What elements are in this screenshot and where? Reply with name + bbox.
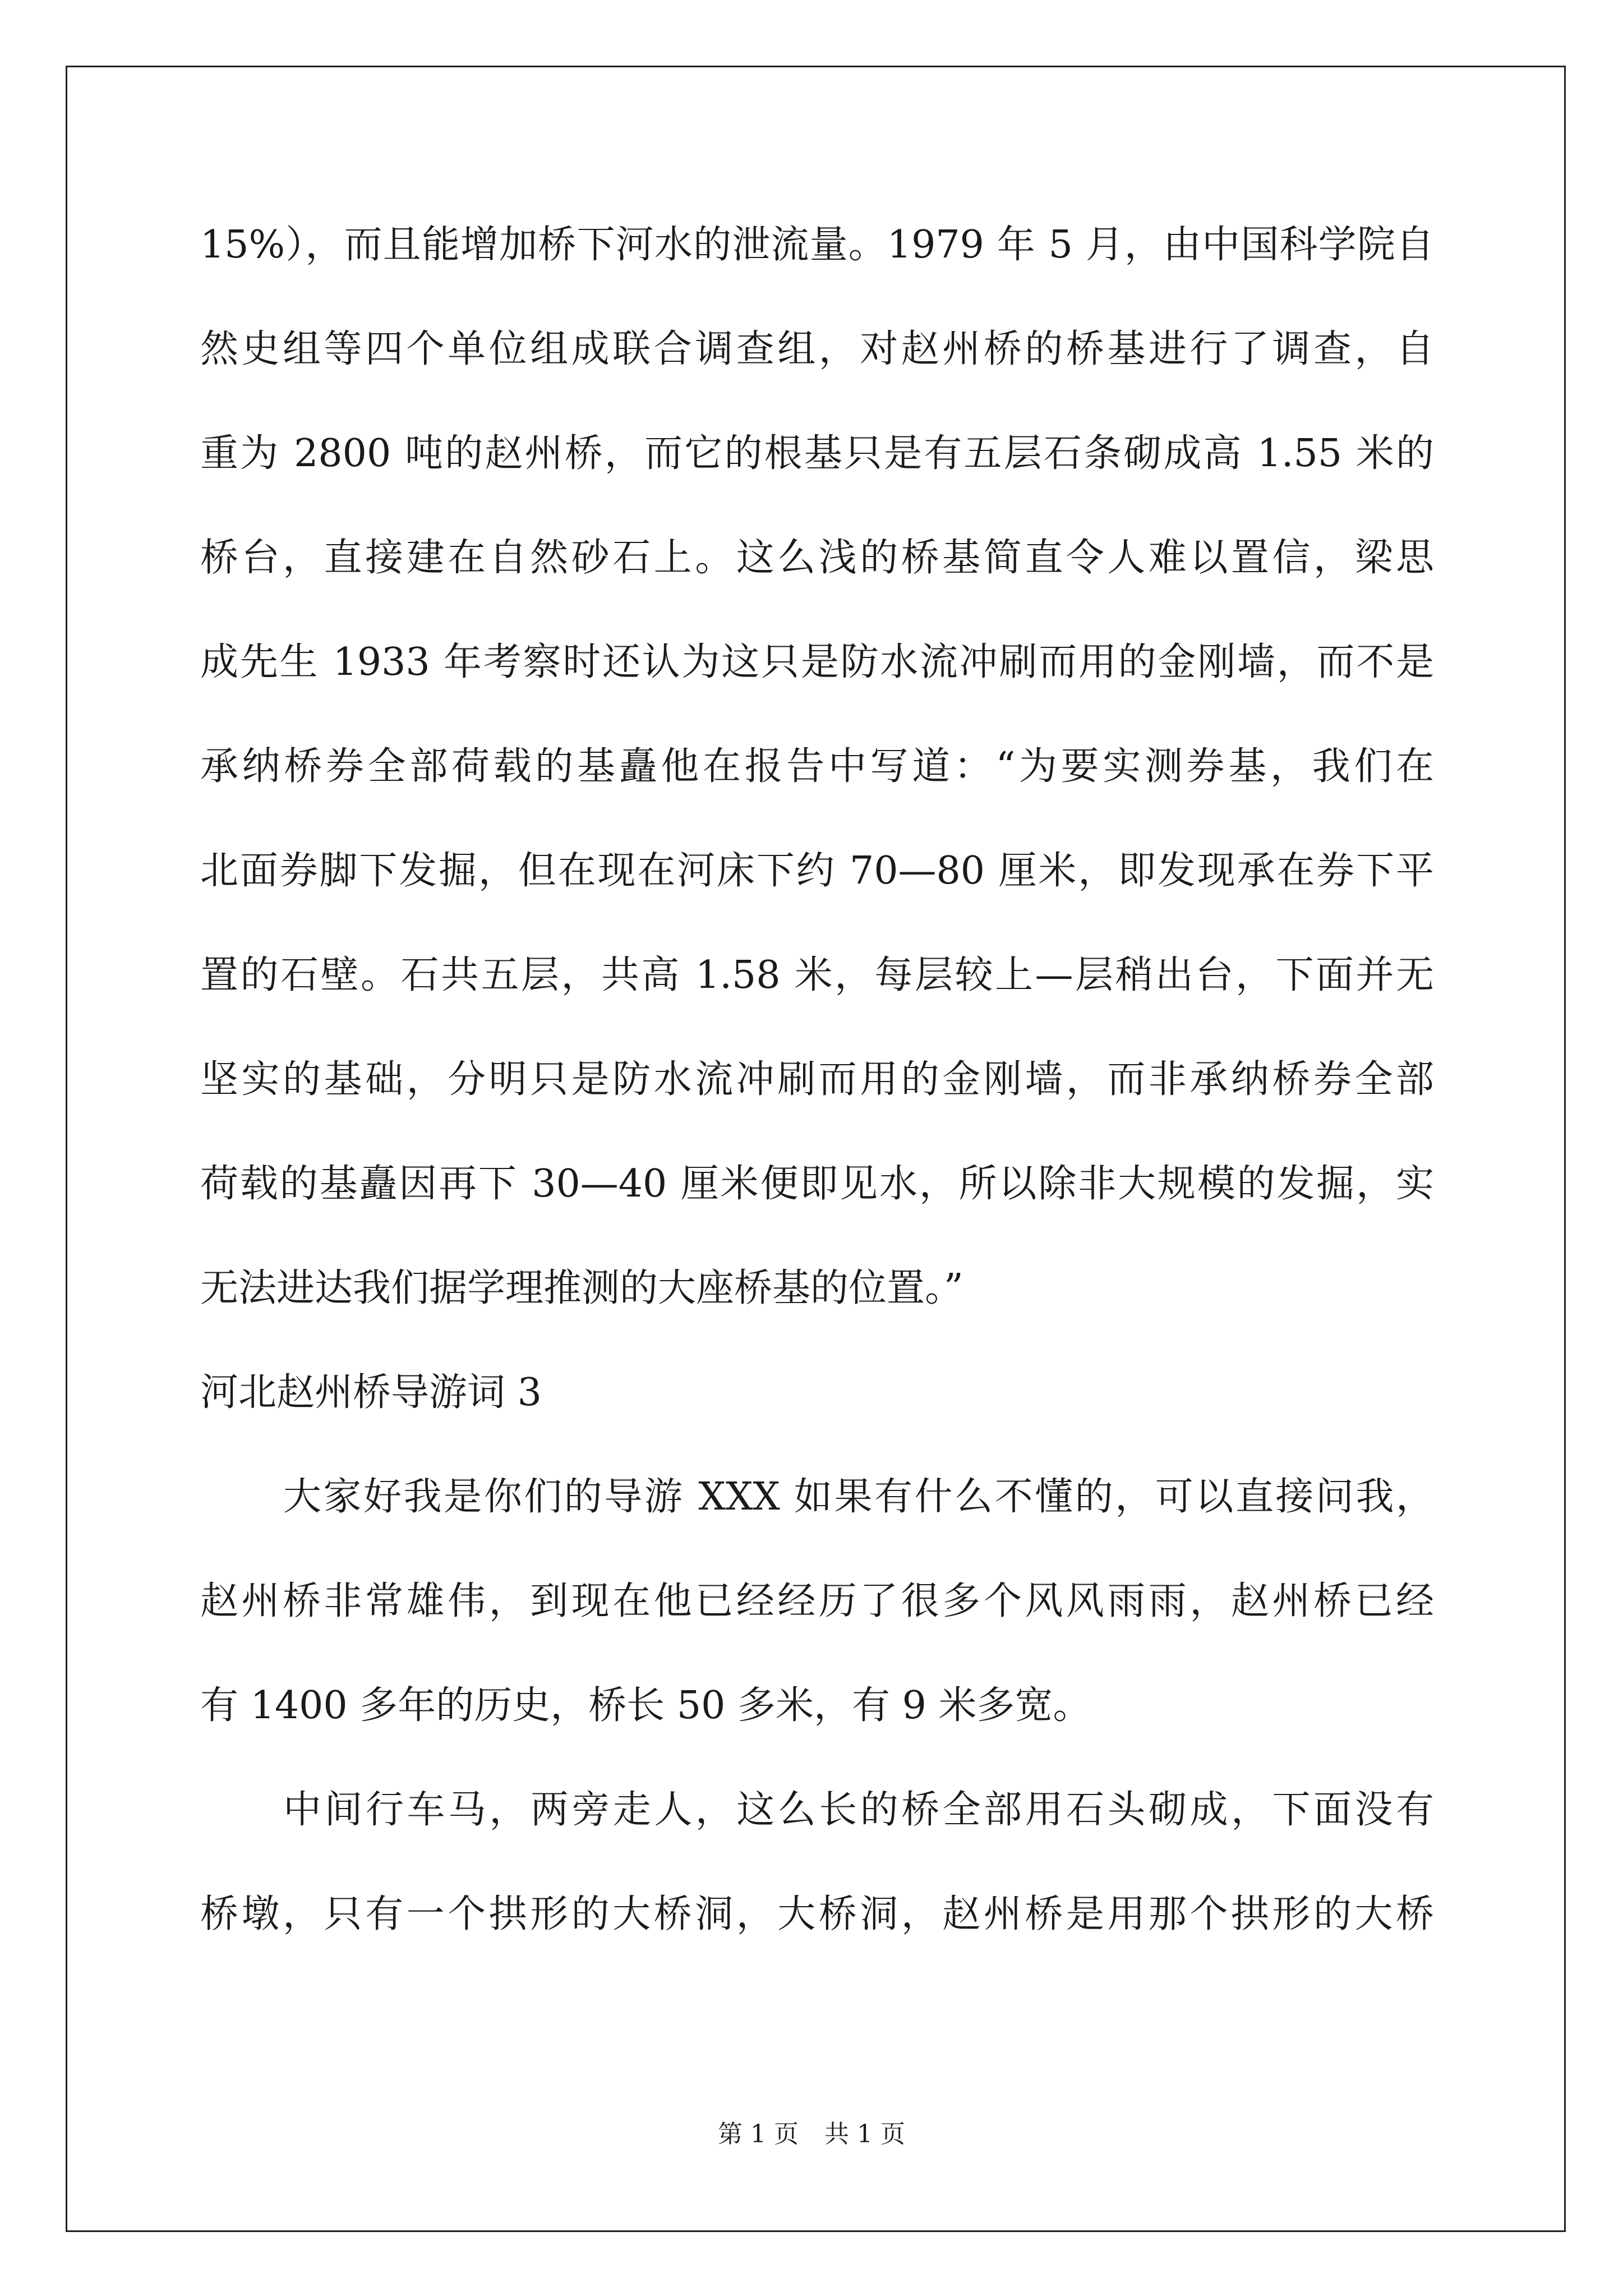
text-line: 然史组等四个单位组成联合调查组，对赵州桥的桥基进行了调查，自 (200, 327, 1434, 371)
text-line: 有 1400 多年的历史，桥长 50 多米，有 9 米多宽。 (200, 1683, 1091, 1728)
text-line: 重为 2800 吨的赵州桥，而它的根基只是有五层石条砌成高 1.55 米的 (200, 431, 1434, 476)
text-line: 坚实的基础，分明只是防水流冲刷而用的金刚墙，而非承纳桥券全部 (200, 1057, 1434, 1102)
section-heading: 河北赵州桥导游词 3 (200, 1370, 542, 1415)
paragraph-3 (200, 1785, 1434, 1994)
page-footer (0, 2114, 1623, 2150)
page-total: 共 1 页 (824, 2120, 905, 2148)
text-line: 承纳桥券全部荷载的基矗他在报告中写道：“为要实测券基，我们在 (200, 744, 1434, 789)
text-line: 桥台，直接建在自然砂石上。这么浅的桥基简直令人难以置信，梁思 (200, 536, 1434, 580)
text-line: 赵州桥非常雄伟，到现在他已经经历了很多个风风雨雨，赵州桥已经 (200, 1579, 1434, 1623)
text-line: 荷载的基矗因再下 30—40 厘米便即见水，所以除非大规模的发掘，实 (200, 1162, 1434, 1206)
text-line: 15%），而且能增加桥下河水的泄流量。1979 年 5 月，由中国科学院自 (200, 223, 1434, 267)
text-line: 成先生 1933 年考察时还认为这只是防水流冲刷而用的金刚墙，而不是 (200, 640, 1434, 684)
page-number: 第 1 页 (718, 2120, 799, 2148)
text-line: 中间行车马，两旁走人，这么长的桥全部用石头砌成，下面没有 (283, 1788, 1434, 1832)
document-body (200, 220, 1434, 1994)
text-line: 桥墩，只有一个拱形的大桥洞，大桥洞，赵州桥是用那个拱形的大桥 (200, 1892, 1434, 1936)
text-line: 大家好我是你们的导游 XXX 如果有什么不懂的，可以直接问我， (283, 1475, 1434, 1519)
text-line: 置的石壁。石共五层，共高 1.58 米，每层较上—层稍出台，下面并无 (200, 953, 1434, 997)
text-line: 北面券脚下发掘，但在现在河床下约 70—80 厘米，即发现承在券下平 (200, 849, 1434, 893)
text-line: 无法进达我们据学理推测的大座桥基的位置。” (200, 1266, 963, 1310)
paragraph-2 (200, 1472, 1434, 1785)
paragraph-1 (200, 220, 1434, 1368)
